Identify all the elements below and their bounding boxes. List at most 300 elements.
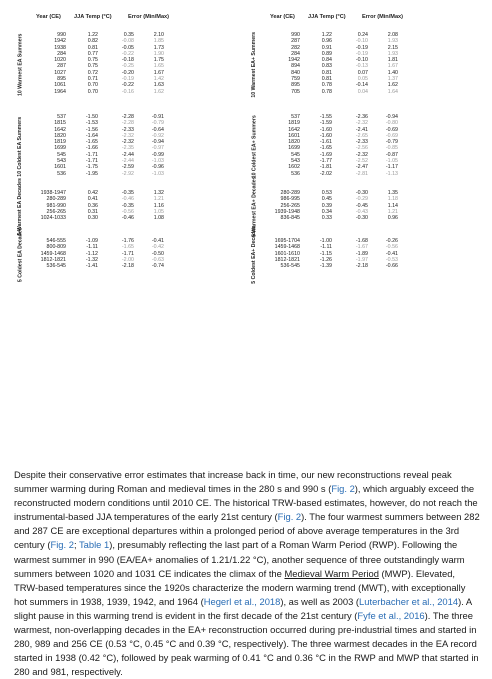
error-min-cell: -0.25 [121,63,134,70]
year-cell: 287 [291,38,300,45]
error-min-cell: -2.36 [355,114,368,120]
header-year: Year (CE) [270,14,295,20]
citation-link[interactable]: Luterbacher et al., 2014 [359,595,459,607]
figure-link[interactable]: Fig. 2 [277,511,302,523]
error-max-cell: -0.99 [151,151,164,158]
text-span: (MWP). Elevated, TRW-based temperatures since the 1920s characterize the modern warming trend (MWT), with exceptionally hot summers in 1938, 1939, 1942, and 1964 ( [14,567,466,607]
year-cell: 895 [291,82,300,89]
citation-link[interactable]: Hegerl et al., 2018 [203,595,281,607]
error-max-cell: 2.10 [153,32,164,38]
temp-cell: -1.64 [85,132,98,139]
temp-cell: -1.60 [319,126,332,133]
temp-cell: 0.33 [321,215,332,222]
error-max-cell: -0.94 [385,114,398,120]
error-max-cell: -0.96 [151,164,164,171]
temp-cell: 0.84 [321,57,332,64]
year-cell: 256-265 [280,202,300,209]
error-min-cell: -0.08 [121,38,134,45]
error-max-cell: -0.66 [385,263,398,270]
temp-cell: 0.91 [321,44,332,51]
error-min-cell: -0.56 [121,208,134,215]
temp-cell: -1.09 [85,238,98,244]
temp-cell: 0.42 [87,190,98,196]
year-cell: 536-545 [280,263,300,270]
temp-cell: -1.81 [319,164,332,171]
error-min-cell: -2.47 [355,164,368,171]
year-cell: 256-265 [46,208,66,215]
table-block [14,178,244,236]
error-max-cell: 1.05 [153,208,164,215]
temp-cell: 0.81 [321,76,332,83]
table-link[interactable]: Table 1 [78,539,110,551]
temp-cell: -1.65 [319,145,332,152]
error-min-cell: -2.32 [355,151,368,158]
table-block [248,32,478,97]
error-max-cell: -0.92 [151,132,164,139]
error-max-cell: 1.21 [153,196,164,203]
error-min-cell: -0.19 [121,76,134,83]
error-max-cell: -0.79 [151,120,164,127]
table-row [28,215,244,221]
error-max-cell: -0.97 [151,145,164,152]
temp-cell: 0.53 [321,190,332,196]
block-label-text: 10 Warmest EA+ Summers [251,31,258,98]
error-min-cell: -2.35 [121,145,134,152]
error-min-cell: -2.41 [355,126,368,133]
error-max-cell: 1.35 [387,190,398,196]
table-block [248,114,478,179]
error-max-cell: 1.67 [153,69,164,76]
temp-cell: 0.77 [87,50,98,57]
error-max-cell: 1.65 [153,63,164,70]
temp-cell: 0.31 [87,208,98,215]
text-span: ). The four warmest summers between 282 and 287 CE are exceptional departures within a prolonged period of above average temperatures in the 3rd century ( [14,511,480,551]
glossary-link[interactable]: Medieval Warm Period [284,567,379,579]
error-min-cell: 0.35 [123,32,134,38]
error-max-cell: -1.05 [385,158,398,165]
error-max-cell: 1.67 [387,63,398,70]
table-figure [14,12,478,456]
header-year: Year (CE) [36,14,61,20]
year-cell: 1938 [54,44,66,51]
year-cell: 543 [291,158,300,165]
year-cell: 1820 [288,139,300,146]
body-paragraph [14,468,480,679]
year-cell: 1939-1948 [274,208,300,215]
error-min-cell: -2.92 [121,170,134,177]
year-cell: 287 [57,63,66,70]
block-label [248,114,262,179]
temp-cell: 1.22 [87,32,98,38]
table-header [28,14,244,28]
error-min-cell: 0.07 [357,69,368,76]
block-label-text: 5 Warmest EA Decades [17,178,24,236]
table-row [262,171,478,177]
table-row [28,171,244,177]
row-group [28,114,244,177]
block-label-text: 5 Coldest EA+ Decades [251,225,258,284]
table-row [28,89,244,95]
error-min-cell: -2.32 [121,139,134,146]
error-max-cell: -0.64 [151,126,164,133]
temp-cell: 0.83 [321,63,332,70]
error-min-cell: -0.19 [355,44,368,51]
temp-cell: -2.02 [319,170,332,177]
temp-cell: -1.56 [85,126,98,133]
block-label-text: 10 Warmest EA Summers [17,33,24,96]
error-max-cell: 1.42 [153,76,164,83]
year-cell: 759 [291,76,300,83]
year-cell: 986-995 [280,196,300,203]
error-min-cell: -0.35 [121,202,134,209]
year-cell: 1601-1610 [274,250,300,257]
temp-cell: 0.70 [87,88,98,95]
temp-cell: 0.75 [87,57,98,64]
text-span: ). The three warmest, non-overlapping decades in the EA+ reconstruction occurred during pre-industrial times and started in 280, 989 and 256 CE (0.53 °C, 0.45 °C and 0.39 °C, respectively). The three warmest decades in the EA record started in 1938 (0.42 °C), followed by peak warming of 0.41 °C and 0.36 °C in the RWP and MWP that started in 280 and 981, respectively. [14,609,479,678]
error-min-cell: -2.81 [355,170,368,177]
error-min-cell: -2.28 [121,114,134,120]
error-max-cell: 1.16 [153,202,164,209]
error-max-cell: -1.03 [151,158,164,165]
error-max-cell: 1.63 [153,82,164,89]
error-min-cell: -1.97 [355,256,368,263]
error-max-cell: 2.08 [387,32,398,38]
error-max-cell: -1.17 [385,164,398,171]
error-max-cell: 1.75 [153,57,164,64]
year-cell: 537 [57,114,66,120]
temp-cell: 0.89 [321,50,332,57]
year-cell: 546-555 [46,238,66,244]
ea-table [14,12,244,456]
table-row [262,89,478,95]
error-min-cell: -1.67 [355,244,368,251]
year-cell: 1027 [54,69,66,76]
temp-cell: 0.82 [87,38,98,45]
error-min-cell: -0.46 [121,196,134,203]
error-min-cell: -2.44 [121,151,134,158]
year-cell: 1699 [54,145,66,152]
table-block [14,32,244,97]
year-cell: 836-845 [280,215,300,222]
temp-cell: 0.36 [87,202,98,209]
year-cell: 537 [291,114,300,120]
error-max-cell: 1.93 [387,38,398,45]
error-max-cell: -1.13 [385,170,398,177]
error-max-cell: -0.26 [385,238,398,244]
error-min-cell: -2.18 [355,263,368,270]
year-cell: 536 [291,170,300,177]
text-span: ). A slight pause in this warming trend is evident in the first decade of the 21st century ( [14,595,472,621]
error-min-cell: -1.76 [121,238,134,244]
error-max-cell: 1.81 [387,57,398,64]
table-row [262,215,478,221]
row-group [262,238,478,269]
year-cell: 545 [291,151,300,158]
figure-link[interactable]: Fig. 2 [50,539,74,551]
year-cell: 1020 [54,57,66,64]
year-cell: 280-289 [46,196,66,203]
temp-cell: -1.41 [85,263,98,270]
error-min-cell: -1.65 [121,244,134,251]
temp-cell: 0.78 [321,82,332,89]
error-min-cell: -0.22 [121,82,134,89]
temp-cell: 0.96 [321,38,332,45]
temp-cell: -1.11 [320,244,332,251]
header-error: Error (Min/Max) [362,14,404,20]
error-max-cell: -0.94 [151,139,164,146]
text-span: ), as well as 2003 ( [280,595,360,607]
temp-cell: 0.34 [321,208,332,215]
error-min-cell: -0.22 [121,50,134,57]
error-max-cell: -0.85 [385,145,398,152]
text-span: ), which arguably exceed the reconstructed modern conditions until 2010 CE. The historical TRW-based estimates, however, do not reach the instrumental-based JJA temperatures of the early 21st century ( [14,483,478,523]
year-cell: 284 [291,50,300,57]
error-max-cell: 1.93 [387,50,398,57]
error-min-cell: -0.43 [355,208,368,215]
row-group [262,114,478,177]
error-min-cell: -2.18 [121,263,134,270]
block-label [14,178,28,236]
citation-link[interactable]: Fyfe et al., 2016 [357,609,425,621]
error-min-cell: -2.32 [121,132,134,139]
error-min-cell: -2.33 [355,139,368,146]
temp-cell: 0.41 [87,196,98,203]
temp-cell: -1.55 [319,114,332,120]
error-min-cell: 0.04 [357,88,368,95]
error-min-cell: -0.29 [355,196,368,203]
temp-cell: 0.45 [321,196,332,203]
temp-cell: 0.71 [87,76,98,83]
table-row [28,263,244,269]
year-cell: 1819 [288,120,300,127]
temp-cell: -1.15 [319,250,332,257]
block-label [14,32,28,97]
table-block [14,114,244,179]
header-error: Error (Min/Max) [128,14,170,20]
year-cell: 1942 [54,38,66,45]
block-label [14,227,28,283]
error-min-cell: 0.24 [357,32,368,38]
temp-cell: -1.71 [85,151,98,158]
error-max-cell: -0.41 [151,238,164,244]
temp-cell: 0.39 [321,202,332,209]
temp-cell: 0.75 [87,63,98,70]
row-group [262,190,478,221]
year-cell: 1642 [288,126,300,133]
error-max-cell: -0.87 [385,151,398,158]
error-max-cell: -0.69 [385,132,398,139]
year-cell: 1061 [54,82,66,89]
year-cell: 1819 [54,139,66,146]
temp-cell: -1.53 [85,120,98,127]
temp-cell: -1.50 [85,114,98,120]
year-cell: 536 [57,170,66,177]
error-min-cell: -0.45 [355,202,368,209]
table-header [262,14,478,28]
block-label [14,114,28,179]
temp-cell: -1.39 [319,263,332,270]
year-cell: 990 [291,32,300,38]
error-max-cell: 1.90 [153,50,164,57]
error-min-cell: -0.35 [121,190,134,196]
error-max-cell: 2.15 [387,44,398,51]
header-temp: JJA Temp (°C) [74,14,112,20]
year-cell: 280-289 [280,190,300,196]
row-group [262,32,478,95]
error-max-cell: 1.62 [153,88,164,95]
temp-cell: 0.70 [87,82,98,89]
year-cell: 981-990 [46,202,66,209]
year-cell: 840 [291,69,300,76]
year-cell: 1942 [288,57,300,64]
row-group [28,238,244,269]
temp-cell: -1.69 [319,151,332,158]
error-max-cell: -0.80 [385,120,398,127]
year-cell: 1812-1821 [274,256,300,263]
year-cell: 282 [291,44,300,51]
error-min-cell: -2.59 [121,164,134,171]
year-cell: 895 [57,76,66,83]
block-label [248,225,262,284]
year-cell: 545 [57,151,66,158]
block-label-text: 5 Warmest EA+ Decades [251,176,258,238]
error-min-cell: -0.18 [121,57,134,64]
year-cell: 800-809 [46,244,66,251]
error-min-cell: -0.46 [121,215,134,222]
year-cell: 1938-1947 [40,190,66,196]
year-cell: 1459-1468 [40,250,66,257]
error-min-cell: -0.10 [355,57,368,64]
temp-cell: -1.75 [85,164,98,171]
year-cell: 1024-1033 [40,215,66,222]
error-min-cell: -1.89 [355,250,368,257]
error-min-cell: -0.05 [121,44,134,51]
temp-cell: -1.77 [319,158,332,165]
block-label-text: 10 Coldest EA+ Summers [251,115,258,178]
error-max-cell: 1.08 [153,215,164,222]
block-label [248,32,262,97]
error-max-cell: -0.50 [151,250,164,257]
year-cell: 1964 [54,88,66,95]
temp-cell: -1.12 [85,250,98,257]
error-max-cell: 1.21 [387,208,398,215]
temp-cell: -1.65 [85,139,98,146]
year-cell: 894 [291,63,300,70]
temp-cell: 0.30 [87,215,98,222]
temp-cell: -1.66 [85,145,98,152]
error-max-cell: 1.62 [387,82,398,89]
error-max-cell: -0.53 [385,256,398,263]
error-max-cell: 1.73 [153,44,164,51]
block-label-text: 5 Coldest EA Decades [17,227,24,283]
year-cell: 1459-1468 [274,244,300,251]
temp-cell: 0.81 [321,69,332,76]
table-block [14,227,244,283]
temp-cell: 0.78 [321,88,332,95]
error-min-cell: -2.65 [355,132,368,139]
error-min-cell: -0.20 [121,69,134,76]
table-block [248,176,478,238]
year-cell: 1642 [54,126,66,133]
temp-cell: -1.00 [319,238,332,244]
error-max-cell: -0.91 [151,114,164,120]
error-min-cell: -1.71 [121,250,134,257]
block-label [248,176,262,238]
error-max-cell: 1.37 [387,76,398,83]
error-max-cell: -0.41 [385,250,398,257]
figure-link[interactable]: Fig. 2 [331,483,355,495]
temp-cell: -1.59 [319,120,332,127]
text-span: ), presumably reflecting the last part of a Roman Warm Period (RWP). Following the warmest summer in 990 (EA/EA+ anomalies of 1.21/1.22 °C), another sequence of three outstandingly warm summers between 1020 and 1031 CE indicates the climax of the [14,539,465,579]
temp-cell: -1.60 [319,132,332,139]
error-max-cell: -0.79 [385,139,398,146]
error-max-cell: -0.69 [385,126,398,133]
temp-cell: -1.95 [85,170,98,177]
error-max-cell: -0.74 [151,263,164,270]
row-group [28,32,244,95]
year-cell: 284 [57,50,66,57]
error-min-cell: -0.13 [355,63,368,70]
year-cell: 1812-1821 [40,256,66,263]
error-max-cell: -0.63 [151,256,164,263]
temp-cell: 0.81 [87,44,98,51]
temp-cell: -1.61 [319,139,332,146]
row-group [28,190,244,221]
year-cell: 1602 [288,164,300,171]
ea-plus-table [248,12,478,456]
year-cell: 705 [291,88,300,95]
error-max-cell: 0.96 [387,215,398,222]
error-min-cell: -0.16 [121,88,134,95]
error-min-cell: -2.52 [355,158,368,165]
error-min-cell: -2.56 [355,145,368,152]
year-cell: 1601 [54,164,66,171]
table-row [262,263,478,269]
error-min-cell: -2.28 [121,120,134,127]
error-max-cell: 1.85 [153,38,164,45]
temp-cell: -1.71 [85,158,98,165]
text-span: ; [73,539,79,551]
temp-cell: -1.32 [85,256,98,263]
header-temp: JJA Temp (°C) [308,14,346,20]
temp-cell: -1.11 [86,244,98,251]
year-cell: 1820 [54,132,66,139]
error-max-cell: 1.18 [387,196,398,203]
year-cell: 536-545 [46,263,66,270]
error-min-cell: -0.30 [355,190,368,196]
error-min-cell: -2.33 [121,126,134,133]
error-min-cell: -2.44 [121,158,134,165]
error-min-cell: -2.00 [121,256,134,263]
error-max-cell: -0.42 [151,244,164,251]
year-cell: 1815 [54,120,66,127]
table-block [248,225,478,284]
error-max-cell: -0.56 [385,244,398,251]
error-max-cell: 1.32 [153,190,164,196]
error-min-cell: 0.05 [357,76,368,83]
year-cell: 990 [57,32,66,38]
year-cell: 543 [57,158,66,165]
error-min-cell: -0.14 [355,82,368,89]
error-max-cell: 1.14 [387,202,398,209]
error-max-cell: 1.64 [387,88,398,95]
error-max-cell: 1.40 [387,69,398,76]
text-span: Despite their conservative error estimates that increase back in time, our new reconstructions reveal peak summer warming during Roman and medieval times in the 280 s and 990 s ( [14,469,452,495]
year-cell: 1699 [288,145,300,152]
error-min-cell: -0.19 [355,50,368,57]
temp-cell: -1.26 [319,256,332,263]
error-min-cell: -0.30 [355,215,368,222]
